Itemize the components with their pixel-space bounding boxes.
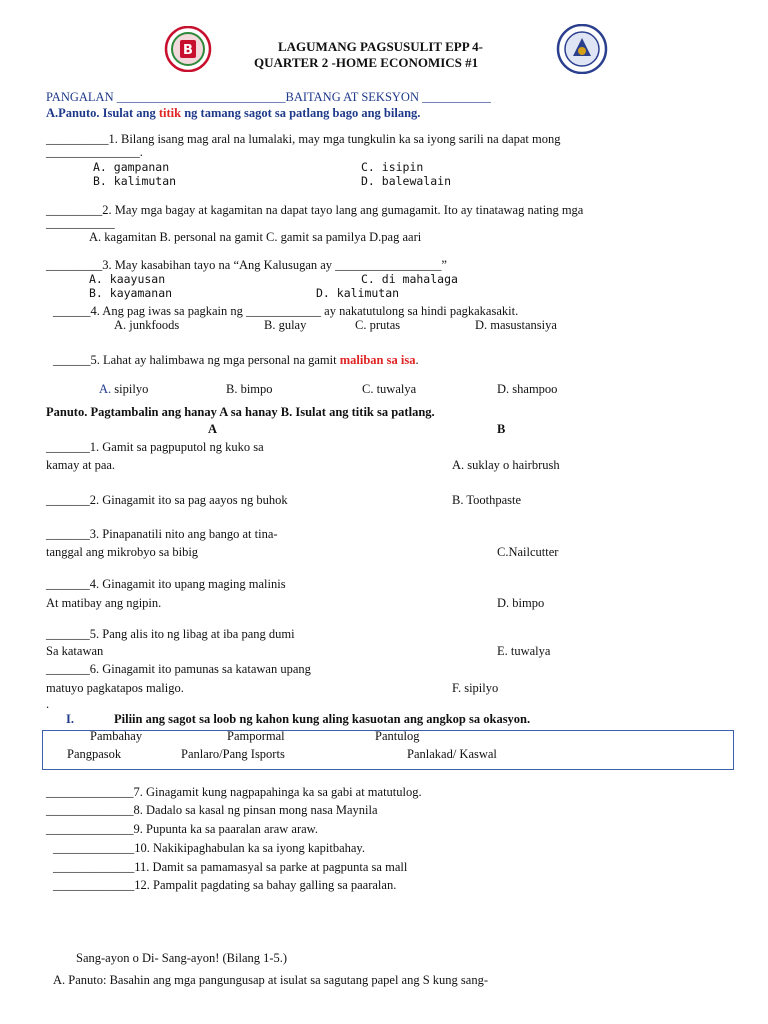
q5-stem bbox=[53, 353, 419, 368]
q1-option-d: D. balewalain bbox=[361, 174, 452, 188]
part-d-title: Sang-ayon o Di- Sang-ayon! (Bilang 1-5.) bbox=[76, 951, 288, 965]
q3-stem: _________3. May kasabihan tayo na “Ang Kalusugan ay _________________” bbox=[46, 258, 447, 272]
match-item-4-line1: _______4. Ginagamit ito upang maging malinis bbox=[46, 577, 286, 591]
part-b-instruction: Panuto. Pagtambalin ang hanay A sa hanay B. Isulat ang titik sa patlang. bbox=[46, 405, 435, 419]
q5-option-d: D. shampoo bbox=[497, 382, 558, 396]
q5-option-c: C. tuwalya bbox=[362, 382, 417, 396]
deped-seal-right-logo bbox=[556, 24, 608, 74]
q5-option-a-text: sipilyo bbox=[111, 382, 149, 396]
page-title-line1: LAGUMANG PAGSUSULIT EPP 4- bbox=[278, 39, 484, 54]
q5-option-b: B. bimpo bbox=[226, 382, 273, 396]
q3-option-c: C. di mahalaga bbox=[361, 272, 458, 286]
part-d-instruction: A. Panuto: Basahin ang mga pangungusap at isulat sa sagutang papel ang S kung sang- bbox=[53, 973, 488, 987]
part-c-item-8: ______________8. Dadalo sa kasal ng pinsan mong nasa Maynila bbox=[46, 803, 378, 817]
match-item-3-line1: _______3. Pinapanatili nito ang bango at tina- bbox=[46, 527, 278, 541]
q5-stem-post: . bbox=[415, 353, 419, 367]
match-item-4-line2: At matibay ang ngipin. bbox=[46, 596, 162, 610]
part-c-numeral: I. bbox=[66, 712, 74, 726]
match-answer-a: A. suklay o hairbrush bbox=[452, 458, 560, 472]
choice-panlaro: Panlaro/Pang Isports bbox=[181, 747, 285, 761]
match-answer-c: C.Nailcutter bbox=[497, 545, 559, 559]
column-a-header: A bbox=[208, 422, 218, 436]
choice-pampormal: Pampormal bbox=[227, 729, 285, 743]
q1-option-a: A. gampanan bbox=[93, 160, 170, 174]
q4-option-c: C. prutas bbox=[355, 318, 401, 332]
part-c-item-12: _____________12. Pampalit pagdating sa bahay galling sa paaralan. bbox=[53, 878, 397, 892]
part-c-item-7: ______________7. Ginagamit kung nagpapahinga ka sa gabi at matutulog. bbox=[46, 785, 422, 799]
q3-option-a: A. kaayusan bbox=[89, 272, 166, 286]
choice-pangpasok: Pangpasok bbox=[67, 747, 122, 761]
choice-panlakad: Panlakad/ Kaswal bbox=[407, 747, 497, 761]
q2-stem: _________2. May mga bagay at kagamitan na dapat tayo lang ang gumagamit. Ito ay tinatawag nating mga bbox=[46, 203, 584, 217]
part-c-item-9: ______________9. Pupunta ka sa paaralan araw araw. bbox=[46, 822, 319, 836]
q5-stem-pre: ______5. Lahat ay halimbawa ng mga personal na gamit bbox=[53, 353, 340, 367]
match-answer-f: F. sipilyo bbox=[452, 681, 499, 695]
choice-pambahay: Pambahay bbox=[90, 729, 143, 743]
match-item-5-line1: _______5. Pang alis ito ng libag at iba pang dumi bbox=[46, 627, 295, 641]
q1-option-c: C. isipin bbox=[361, 160, 424, 174]
q1-stem: __________1. Bilang isang mag aral na lumalaki, may mga tungkulin ka sa iyong sarili na dapat mong bbox=[46, 132, 561, 146]
match-item-3-line2: tanggal ang mikrobyo sa bibig bbox=[46, 545, 199, 559]
match-item-1-line2: kamay at paa. bbox=[46, 458, 116, 472]
match-item-6-line1: _______6. Ginagamit ito pamunas sa katawan upang bbox=[46, 662, 311, 676]
match-answer-d: D. bimpo bbox=[497, 596, 545, 610]
match-item-5-line2: Sa katawan bbox=[46, 644, 104, 658]
page-title-line2: QUARTER 2 -HOME ECONOMICS #1 bbox=[254, 55, 479, 70]
q5-option-a bbox=[99, 382, 148, 397]
svg-text:B: B bbox=[183, 43, 193, 58]
part-c-item-11: _____________11. Damit sa pamamasyal sa parke at pagpunta sa mall bbox=[53, 860, 408, 874]
column-b-header: B bbox=[497, 422, 506, 436]
q4-option-d: D. masustansiya bbox=[475, 318, 557, 332]
q3-option-d: D. kalimutan bbox=[316, 286, 400, 300]
part-c-item-10: _____________10. Nakikipaghabulan ka sa iyong kapitbahay. bbox=[53, 841, 365, 855]
part-c-instruction: Piliin ang sagot sa loob ng kahon kung aling kasuotan ang angkop sa okasyon. bbox=[114, 712, 531, 726]
q4-option-b: B. gulay bbox=[264, 318, 307, 332]
q4-option-a: A. junkfoods bbox=[114, 318, 180, 332]
q3-option-b: B. kayamanan bbox=[89, 286, 173, 300]
name-section-line: PANGALAN ___________________________BAITANG AT SEKSYON ___________ bbox=[46, 90, 491, 104]
part-a-instruction bbox=[46, 106, 420, 121]
q1-option-b: B. kalimutan bbox=[93, 174, 177, 188]
q1-stem-line2: _______________. bbox=[46, 145, 143, 159]
stray-dot: . bbox=[46, 697, 50, 711]
q2-stem-line2: ___________ bbox=[46, 216, 115, 230]
match-item-1-line1: _______1. Gamit sa pagpuputol ng kuko sa bbox=[46, 440, 264, 454]
match-answer-e: E. tuwalya bbox=[497, 644, 551, 658]
part-a-instruction-post: ng tamang sagot sa patlang bago ang bilang. bbox=[181, 106, 421, 120]
q4-stem: ______4. Ang pag iwas sa pagkain ng ____________ ay nakatutulong sa hindi pagkakasakit. bbox=[53, 304, 519, 318]
school-seal-left-logo bbox=[163, 26, 213, 72]
match-item-2-line1: _______2. Ginagamit ito sa pag aayos ng buhok bbox=[46, 493, 288, 507]
match-item-6-line2: matuyo pagkatapos maligo. bbox=[46, 681, 184, 695]
q5-option-a-letter: A. bbox=[99, 382, 112, 396]
q2-options: A. kagamitan B. personal na gamit C. gamit sa pamilya D.pag aari bbox=[89, 230, 422, 244]
match-answer-b: B. Toothpaste bbox=[452, 493, 522, 507]
part-a-instruction-red: titik bbox=[158, 106, 182, 120]
part-a-instruction-pre: A.Panuto. Isulat ang bbox=[46, 106, 159, 120]
choice-pantulog: Pantulog bbox=[375, 729, 420, 743]
q5-stem-red: maliban sa isa bbox=[339, 353, 416, 367]
